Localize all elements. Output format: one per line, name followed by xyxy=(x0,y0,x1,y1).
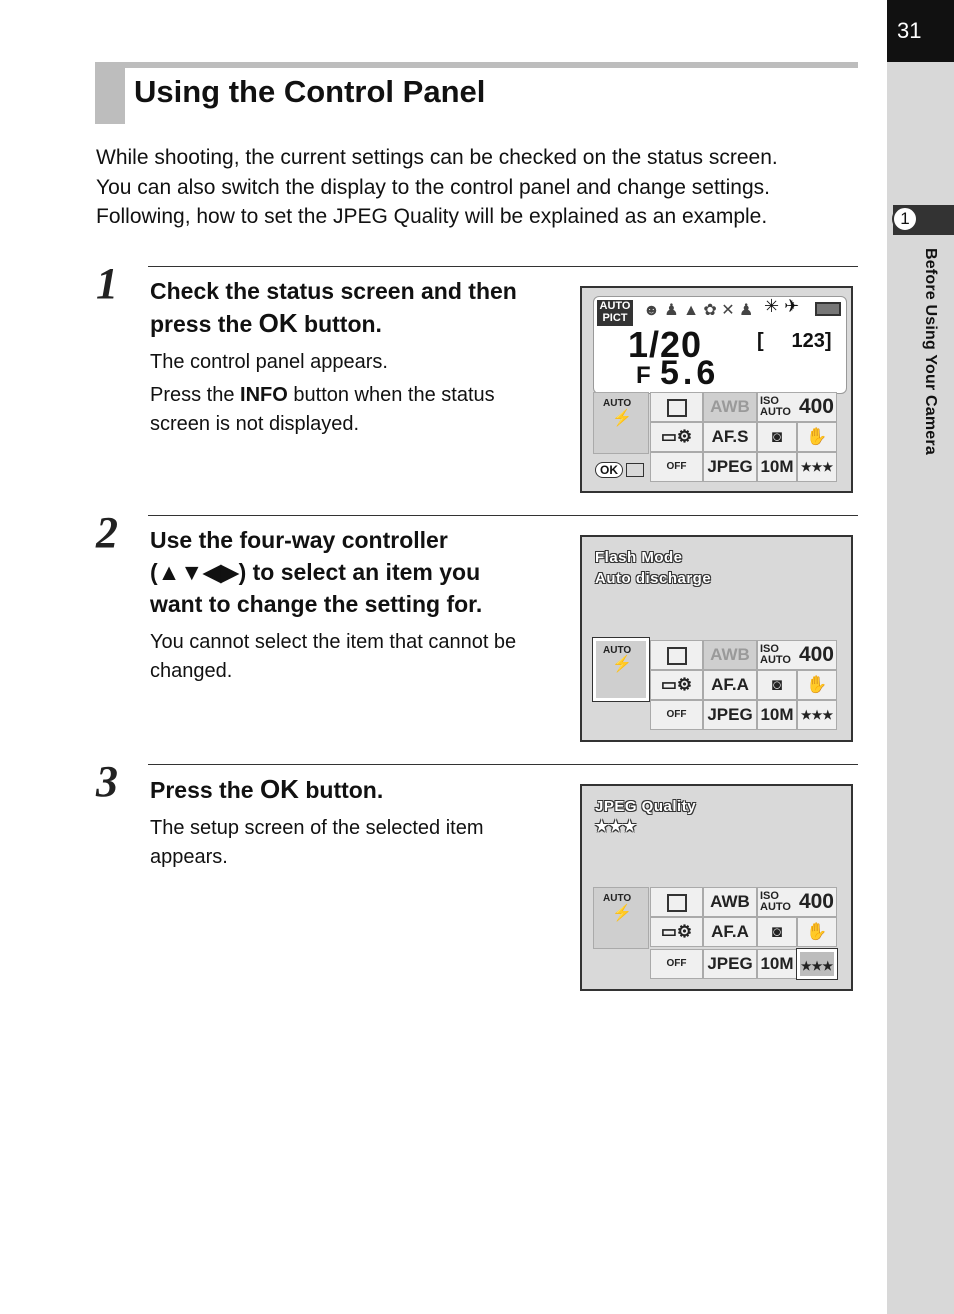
menu-subtitle: ★★★ xyxy=(595,818,637,835)
text: button. xyxy=(297,311,382,337)
jpeg-quality-cell[interactable]: ★★★ xyxy=(797,700,837,730)
d-range-cell[interactable]: OFF xyxy=(650,949,703,979)
recorded-pixels-cell[interactable]: 10M xyxy=(757,452,797,482)
single-frame-icon xyxy=(667,399,687,417)
white-balance-cell[interactable]: AWB xyxy=(703,392,757,422)
chapter-title: Before Using Your Camera xyxy=(922,248,939,455)
custom-image-cell[interactable]: ▭⚙ xyxy=(650,422,703,452)
mode-line: PICT xyxy=(602,312,628,324)
iso-label xyxy=(760,644,791,666)
ok-button-label: OK xyxy=(258,308,298,338)
file-format-cell[interactable]: JPEG xyxy=(703,949,757,979)
chapter-number: 1 xyxy=(892,206,918,232)
scene-icons: ☻ ♟ ▲ ✿ ✕ ♟ xyxy=(643,302,754,319)
auto-pict-mode-icon xyxy=(597,300,633,326)
step-divider xyxy=(148,515,858,516)
shots-remaining: [ 123] xyxy=(757,330,832,352)
title-banner-accent xyxy=(95,62,125,124)
shots-value: 123 xyxy=(791,330,825,352)
white-balance-cell[interactable]: AWB xyxy=(703,640,757,670)
menu-title: JPEG Quality xyxy=(595,798,697,815)
metering-cell[interactable]: ◙ xyxy=(757,422,797,452)
body-line: changed. xyxy=(150,660,233,682)
menu-title: Flash Mode xyxy=(595,549,683,566)
flash-auto-label: AUTO xyxy=(603,398,632,409)
step-number: 2 xyxy=(96,508,118,557)
focus-mode-cell[interactable]: AF.A xyxy=(703,670,757,700)
heading-line: (▲▼◀▶) to select an item you xyxy=(150,559,481,585)
drive-mode-cell[interactable] xyxy=(650,887,703,917)
iso-label xyxy=(760,891,791,913)
ok-icon: OK xyxy=(595,462,623,478)
jpeg-quality-cell[interactable]: ★★★ xyxy=(797,452,837,482)
drive-mode-cell[interactable] xyxy=(650,392,703,422)
step-number: 1 xyxy=(96,259,118,308)
step-heading xyxy=(150,275,560,340)
shake-reduction-cell[interactable]: ✋ xyxy=(797,422,837,452)
page-number: 31 xyxy=(887,0,954,62)
sidebar xyxy=(887,0,954,1314)
menu-subtitle: Auto discharge xyxy=(595,570,712,587)
display-icon xyxy=(626,463,644,477)
shake-reduction-cell[interactable]: ✋ xyxy=(797,917,837,947)
intro-paragraph xyxy=(96,143,866,232)
flash-icon: ⚡ xyxy=(612,905,632,922)
flash-auto-label: AUTO xyxy=(603,645,632,656)
metering-cell[interactable]: ◙ xyxy=(757,670,797,700)
iso-cell[interactable] xyxy=(757,392,837,422)
flash-icon: ⚡ xyxy=(612,656,632,673)
custom-image-cell[interactable]: ▭⚙ xyxy=(650,917,703,947)
body-line xyxy=(150,381,560,410)
metering-cell[interactable]: ◙ xyxy=(757,917,797,947)
focus-mode-cell[interactable]: AF.A xyxy=(703,917,757,947)
shutter-speed: 1/20 xyxy=(628,324,703,365)
intro-line: Following, how to set the JPEG Quality will be explained as an example. xyxy=(96,205,768,228)
iso-a: ISO xyxy=(760,643,779,655)
iso-b: AUTO xyxy=(760,406,791,418)
d-range-cell[interactable]: OFF xyxy=(650,452,703,482)
iso-a: ISO xyxy=(760,395,779,407)
iso-cell[interactable] xyxy=(757,887,837,917)
white-balance-cell[interactable]: AWB xyxy=(703,887,757,917)
heading-line: Check the status screen and then xyxy=(150,278,517,304)
text: button. xyxy=(298,777,384,803)
step-divider xyxy=(148,764,858,765)
step-divider xyxy=(148,266,858,267)
iso-b: AUTO xyxy=(760,654,791,666)
d-range-cell[interactable]: OFF xyxy=(650,700,703,730)
jpeg-quality-cell-selected[interactable]: ★★★ xyxy=(797,949,837,979)
mode-line: AUTO xyxy=(599,300,631,312)
step-heading xyxy=(150,773,560,806)
heading-line xyxy=(150,773,560,806)
text: button when the status xyxy=(287,384,495,406)
battery-icon xyxy=(815,302,841,316)
heading-line: Use the four-way controller xyxy=(150,527,448,553)
focus-mode-cell[interactable]: AF.S xyxy=(703,422,757,452)
file-format-cell[interactable]: JPEG xyxy=(703,700,757,730)
iso-value: 400 xyxy=(798,643,834,666)
flash-icon: ⚡ xyxy=(612,410,632,427)
iso-b: AUTO xyxy=(760,901,791,913)
flash-auto-label: AUTO xyxy=(603,893,632,904)
file-format-cell[interactable]: JPEG xyxy=(703,452,757,482)
single-frame-icon xyxy=(667,894,687,912)
section-title: Using the Control Panel xyxy=(134,74,486,109)
body-line: The setup screen of the selected item xyxy=(150,817,484,839)
info-button-label: INFO xyxy=(240,384,288,406)
recorded-pixels-cell[interactable]: 10M xyxy=(757,949,797,979)
iso-label xyxy=(760,396,791,418)
recorded-pixels-cell[interactable]: 10M xyxy=(757,700,797,730)
drive-icons: ✳ ✈ xyxy=(764,296,800,316)
aperture-value: 5.6 xyxy=(660,354,720,392)
body-line: appears. xyxy=(150,846,228,868)
single-frame-icon xyxy=(667,647,687,665)
drive-mode-cell[interactable] xyxy=(650,640,703,670)
step-body xyxy=(150,814,560,872)
heading-line: want to change the setting for. xyxy=(150,591,483,617)
custom-image-cell[interactable]: ▭⚙ xyxy=(650,670,703,700)
step-number: 3 xyxy=(96,757,118,806)
text: Press the xyxy=(150,777,260,803)
iso-value: 400 xyxy=(798,395,834,418)
iso-cell[interactable] xyxy=(757,640,837,670)
body-line: You cannot select the item that cannot be xyxy=(150,631,517,653)
step-body xyxy=(150,628,560,686)
heading-line xyxy=(150,307,560,340)
aperture-label: F xyxy=(636,362,651,389)
step-heading xyxy=(150,524,560,620)
iso-a: ISO xyxy=(760,890,779,902)
step-body xyxy=(150,348,560,439)
intro-line: You can also switch the display to the control panel and change settings. xyxy=(96,175,770,199)
iso-value: 400 xyxy=(798,890,834,913)
body-line: screen is not displayed. xyxy=(150,413,360,435)
shake-reduction-cell[interactable]: ✋ xyxy=(797,670,837,700)
text: Press the xyxy=(150,384,241,406)
body-line: The control panel appears. xyxy=(150,351,388,373)
intro-line: While shooting, the current settings can be checked on the status screen. xyxy=(96,146,778,169)
ok-button-label: OK xyxy=(259,774,299,804)
text: press the xyxy=(150,311,259,337)
